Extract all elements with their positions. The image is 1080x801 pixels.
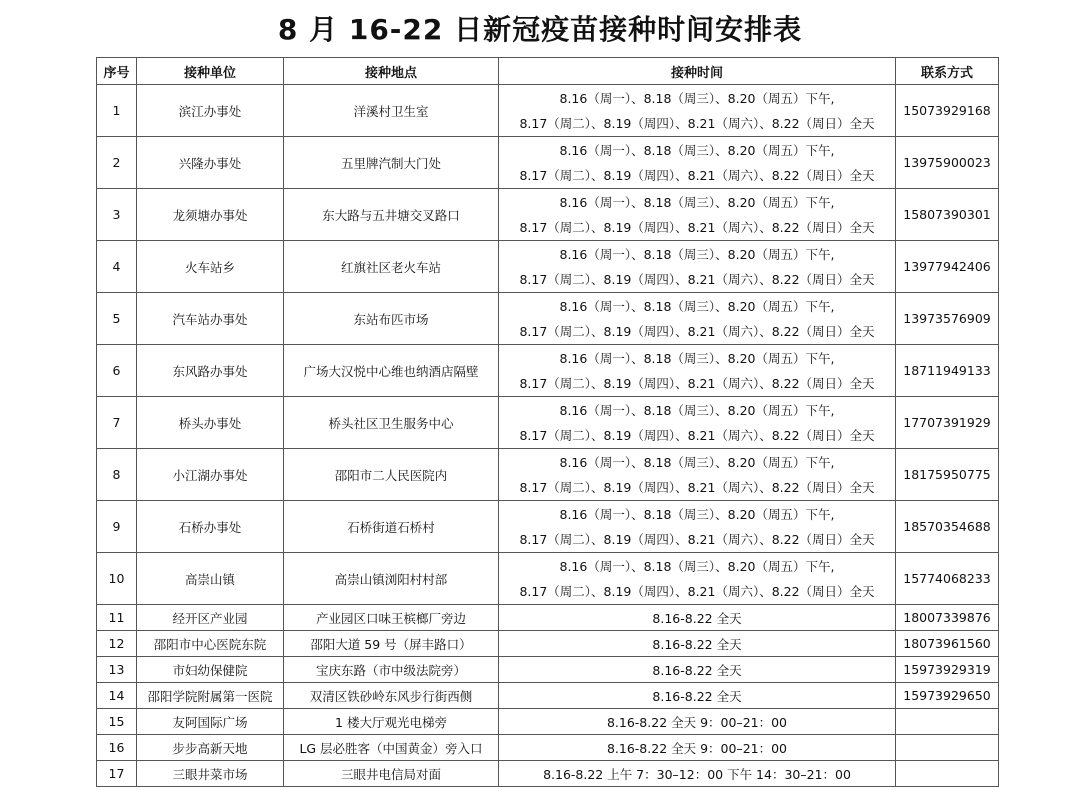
table-row — [97, 501, 999, 553]
time-line-1: 8.16（周一）、8.18（周三）、8.20（周五）下午, — [559, 350, 835, 366]
cell-no: 9 — [97, 501, 137, 553]
cell-unit: 经开区产业园 — [137, 605, 284, 631]
cell-no: 7 — [97, 397, 137, 449]
cell-site: 1 楼大厅观光电梯旁 — [284, 709, 499, 735]
cell-time — [499, 553, 896, 605]
time-line-2: 8.17（周二）、8.19（周四）、8.21（周六）、8.22（周日）全天 — [519, 583, 875, 599]
table-row — [97, 657, 999, 683]
cell-time — [499, 397, 896, 449]
cell-unit: 兴隆办事处 — [137, 137, 284, 189]
cell-no: 6 — [97, 345, 137, 397]
time-line-2: 8.17（周二）、8.19（周四）、8.21（周六）、8.22（周日）全天 — [519, 323, 875, 339]
cell-time — [499, 449, 896, 501]
cell-phone: 15073929168 — [896, 85, 999, 137]
time-line-1: 8.16（周一）、8.18（周三）、8.20（周五）下午, — [559, 454, 835, 470]
header-unit: 接种单位 — [137, 58, 284, 85]
table-row — [97, 345, 999, 397]
time-line-2: 8.17（周二）、8.19（周四）、8.21（周六）、8.22（周日）全天 — [519, 531, 875, 547]
cell-time: 8.16-8.22 全天 9：00–21：00 — [499, 709, 896, 735]
cell-unit: 火车站乡 — [137, 241, 284, 293]
table-row — [97, 735, 999, 761]
cell-time: 8.16-8.22 全天 — [499, 631, 896, 657]
time-line-1: 8.16（周一）、8.18（周三）、8.20（周五）下午, — [559, 298, 835, 314]
cell-phone — [896, 735, 999, 761]
table-row — [97, 189, 999, 241]
cell-site: 红旗社区老火车站 — [284, 241, 499, 293]
cell-time — [499, 137, 896, 189]
cell-unit: 石桥办事处 — [137, 501, 284, 553]
cell-unit: 邵阳市中心医院东院 — [137, 631, 284, 657]
cell-time — [499, 241, 896, 293]
cell-time — [499, 501, 896, 553]
cell-time: 8.16-8.22 上午 7：30–12：00 下午 14：30–21：00 — [499, 761, 896, 787]
cell-site: 产业园区口味王槟榔厂旁边 — [284, 605, 499, 631]
cell-no: 13 — [97, 657, 137, 683]
time-line-1: 8.16（周一）、8.18（周三）、8.20（周五）下午, — [559, 558, 835, 574]
cell-site: 邵阳市二人民医院内 — [284, 449, 499, 501]
cell-unit: 滨江办事处 — [137, 85, 284, 137]
header-no: 序号 — [97, 58, 137, 85]
cell-site: 五里牌汽制大门处 — [284, 137, 499, 189]
table-row — [97, 137, 999, 189]
time-line-2: 8.17（周二）、8.19（周四）、8.21（周六）、8.22（周日）全天 — [519, 167, 875, 183]
table-header-row — [97, 58, 999, 85]
cell-time — [499, 85, 896, 137]
cell-no: 14 — [97, 683, 137, 709]
cell-no: 3 — [97, 189, 137, 241]
cell-site: 高崇山镇浏阳村村部 — [284, 553, 499, 605]
cell-phone: 13975900023 — [896, 137, 999, 189]
cell-phone: 13973576909 — [896, 293, 999, 345]
time-line-1: 8.16（周一）、8.18（周三）、8.20（周五）下午, — [559, 402, 835, 418]
header-phone: 联系方式 — [896, 58, 999, 85]
cell-no: 1 — [97, 85, 137, 137]
cell-unit: 龙须塘办事处 — [137, 189, 284, 241]
cell-phone: 18175950775 — [896, 449, 999, 501]
cell-site: LG 层必胜客（中国黄金）旁入口 — [284, 735, 499, 761]
time-line-1: 8.16（周一）、8.18（周三）、8.20（周五）下午, — [559, 506, 835, 522]
cell-unit: 邵阳学院附属第一医院 — [137, 683, 284, 709]
cell-phone: 15973929650 — [896, 683, 999, 709]
cell-time: 8.16-8.22 全天 — [499, 657, 896, 683]
time-line-1: 8.16（周一）、8.18（周三）、8.20（周五）下午, — [559, 90, 835, 106]
cell-phone: 18711949133 — [896, 345, 999, 397]
table-row — [97, 553, 999, 605]
table-row — [97, 605, 999, 631]
cell-no: 5 — [97, 293, 137, 345]
cell-phone: 18007339876 — [896, 605, 999, 631]
cell-no: 17 — [97, 761, 137, 787]
cell-site: 广场大汉悦中心维也纳酒店隔壁 — [284, 345, 499, 397]
table-row — [97, 241, 999, 293]
cell-unit: 小江湖办事处 — [137, 449, 284, 501]
cell-phone: 17707391929 — [896, 397, 999, 449]
cell-site: 石桥街道石桥村 — [284, 501, 499, 553]
cell-no: 16 — [97, 735, 137, 761]
table-row — [97, 85, 999, 137]
cell-phone: 18073961560 — [896, 631, 999, 657]
cell-unit: 汽车站办事处 — [137, 293, 284, 345]
cell-unit: 友阿国际广场 — [137, 709, 284, 735]
cell-site: 邵阳大道 59 号（屏丰路口） — [284, 631, 499, 657]
cell-unit: 步步高新天地 — [137, 735, 284, 761]
table-row — [97, 761, 999, 787]
time-line-2: 8.17（周二）、8.19（周四）、8.21（周六）、8.22（周日）全天 — [519, 427, 875, 443]
table-row — [97, 449, 999, 501]
time-line-2: 8.17（周二）、8.19（周四）、8.21（周六）、8.22（周日）全天 — [519, 115, 875, 131]
cell-phone: 15774068233 — [896, 553, 999, 605]
cell-site: 东大路与五井塘交叉路口 — [284, 189, 499, 241]
cell-unit: 市妇幼保健院 — [137, 657, 284, 683]
cell-phone: 18570354688 — [896, 501, 999, 553]
time-line-2: 8.17（周二）、8.19（周四）、8.21（周六）、8.22（周日）全天 — [519, 479, 875, 495]
cell-unit: 桥头办事处 — [137, 397, 284, 449]
cell-phone — [896, 761, 999, 787]
time-line-2: 8.17（周二）、8.19（周四）、8.21（周六）、8.22（周日）全天 — [519, 271, 875, 287]
cell-site: 桥头社区卫生服务中心 — [284, 397, 499, 449]
cell-phone: 13977942406 — [896, 241, 999, 293]
cell-no: 4 — [97, 241, 137, 293]
header-time: 接种时间 — [499, 58, 896, 85]
cell-site: 东站布匹市场 — [284, 293, 499, 345]
time-line-2: 8.17（周二）、8.19（周四）、8.21（周六）、8.22（周日）全天 — [519, 219, 875, 235]
cell-unit: 东风路办事处 — [137, 345, 284, 397]
table-row — [97, 709, 999, 735]
cell-no: 8 — [97, 449, 137, 501]
time-line-1: 8.16（周一）、8.18（周三）、8.20（周五）下午, — [559, 246, 835, 262]
cell-time — [499, 189, 896, 241]
document-title: 8 月 16-22 日新冠疫苗接种时间安排表 — [277, 13, 803, 46]
cell-time: 8.16-8.22 全天 — [499, 683, 896, 709]
header-site: 接种地点 — [284, 58, 499, 85]
cell-time: 8.16-8.22 全天 — [499, 605, 896, 631]
table-row — [97, 397, 999, 449]
cell-no: 15 — [97, 709, 137, 735]
vaccination-schedule-table — [96, 57, 999, 787]
cell-time: 8.16-8.22 全天 9：00–21：00 — [499, 735, 896, 761]
cell-no: 12 — [97, 631, 137, 657]
time-line-1: 8.16（周一）、8.18（周三）、8.20（周五）下午, — [559, 194, 835, 210]
table-row — [97, 293, 999, 345]
cell-no: 11 — [97, 605, 137, 631]
cell-time — [499, 345, 896, 397]
cell-phone: 15973929319 — [896, 657, 999, 683]
cell-no: 10 — [97, 553, 137, 605]
cell-site: 三眼井电信局对面 — [284, 761, 499, 787]
table-row — [97, 683, 999, 709]
table-row — [97, 631, 999, 657]
cell-unit: 高崇山镇 — [137, 553, 284, 605]
cell-unit: 三眼井菜市场 — [137, 761, 284, 787]
cell-site: 宝庆东路（市中级法院旁） — [284, 657, 499, 683]
time-line-2: 8.17（周二）、8.19（周四）、8.21（周六）、8.22（周日）全天 — [519, 375, 875, 391]
cell-site: 洋溪村卫生室 — [284, 85, 499, 137]
cell-phone — [896, 709, 999, 735]
cell-site: 双清区铁砂岭东风步行街西侧 — [284, 683, 499, 709]
cell-phone: 15807390301 — [896, 189, 999, 241]
cell-no: 2 — [97, 137, 137, 189]
time-line-1: 8.16（周一）、8.18（周三）、8.20（周五）下午, — [559, 142, 835, 158]
cell-time — [499, 293, 896, 345]
